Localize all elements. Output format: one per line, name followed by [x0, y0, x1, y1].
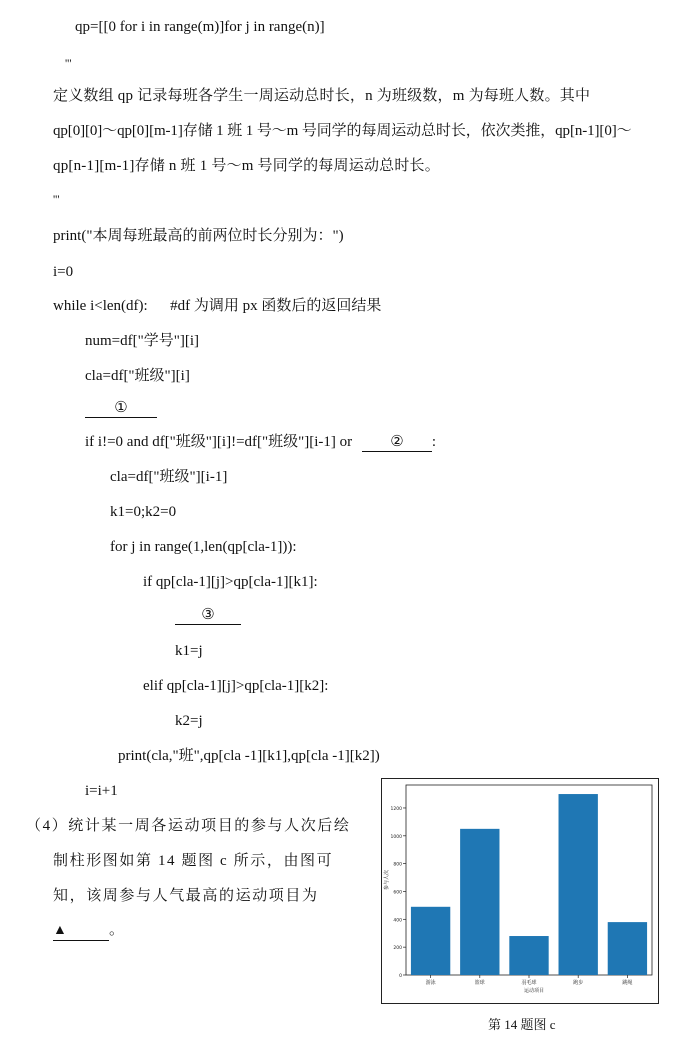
y-tick-label: 1000	[390, 834, 402, 840]
bar	[608, 922, 647, 975]
y-tick-label: 600	[393, 890, 402, 896]
y-axis-label: 参与人次	[384, 869, 390, 891]
bar-chart	[381, 778, 659, 1004]
x-tick-label: 跑步	[573, 980, 584, 986]
y-tick-label: 1200	[390, 806, 402, 812]
question-line-3: 知，该周参与人气最高的运动项目为	[53, 888, 319, 904]
blank-3	[175, 605, 241, 625]
code-k-init: k1=0;k2=0	[110, 504, 177, 520]
bar	[411, 907, 450, 975]
blank-1-label: ①	[85, 399, 157, 418]
docstring-close: '''	[53, 192, 60, 206]
code-if-line	[85, 432, 436, 452]
code-if-text: if i!=0 and df["班级"][i]!=df["班级"][i-1] or	[85, 434, 353, 450]
code-i-init: i=0	[53, 264, 74, 280]
description-line-3: qp[n-1][m-1]存储 n 班 1 号～m 号同学的每周运动总时长。	[53, 158, 440, 174]
code-if-colon: :	[431, 434, 437, 450]
code-cla-line: cla=df["班级"][i]	[85, 368, 190, 384]
docstring-open: '''	[65, 56, 72, 70]
x-tick-label: 游泳	[425, 980, 436, 986]
code-cla-prev: cla=df["班级"][i-1]	[110, 469, 228, 485]
bar-chart-svg	[382, 779, 658, 1003]
y-tick-label: 200	[393, 946, 402, 952]
description-line-2: qp[0][0]～qp[0][m-1]存储 1 班 1 号～m 号同学的每周运动总时长，依次类推，qp[n-1][0]～	[53, 123, 632, 139]
bar	[559, 794, 598, 975]
x-tick-label: 羽毛球	[521, 980, 537, 986]
x-tick-label: 跳绳	[622, 980, 633, 986]
answer-blank	[53, 920, 124, 941]
code-num-line: num=df["学号"][i]	[85, 333, 200, 349]
y-tick-label: 800	[393, 862, 402, 868]
question-line-1: （4）统计某一周各运动项目的参与人次后绘	[26, 818, 351, 834]
y-tick-label: 400	[393, 918, 402, 924]
description-line-1: 定义数组 qp 记录每班各学生一周运动总时长，n 为班级数，m 为每班人数。其中	[53, 88, 591, 104]
code-print-result: print(cla,"班",qp[cla -1][k1],qp[cla -1][k2])	[118, 748, 380, 764]
x-tick-label: 篮球	[474, 980, 485, 986]
code-k2-assign: k2=j	[175, 713, 203, 729]
answer-end: 。	[109, 922, 125, 938]
code-print-header: print("本周每班最高的前两位时长分别为：")	[53, 228, 344, 244]
code-while-line: while i<len(df): #df 为调用 px 函数后的返回结果	[53, 298, 382, 314]
blank-2: ②	[362, 433, 432, 452]
x-axis-label: 运动项目	[523, 988, 545, 994]
bar	[460, 829, 499, 975]
blank-3-label: ③	[175, 606, 241, 625]
blank-1	[85, 398, 157, 418]
code-qp-init: qp=[[0 for i in range(m)]for j in range(n)]	[75, 19, 325, 35]
figure-caption: 第 14 题图 c	[488, 1017, 556, 1032]
code-for-line: for j in range(1,len(qp[cla-1])):	[110, 539, 297, 555]
code-elif-k2: elif qp[cla-1][j]>qp[cla-1][k2]:	[143, 678, 329, 694]
code-k1-assign: k1=j	[175, 643, 203, 659]
answer-marker: ▲	[53, 922, 109, 941]
bar	[509, 936, 548, 975]
code-if-k1: if qp[cla-1][j]>qp[cla-1][k1]:	[143, 574, 318, 590]
question-line-2: 制柱形图如第 14 题图 c 所示，由图可	[53, 853, 334, 869]
code-i-increment: i=i+1	[85, 783, 118, 799]
y-tick-label: 0	[399, 974, 402, 979]
